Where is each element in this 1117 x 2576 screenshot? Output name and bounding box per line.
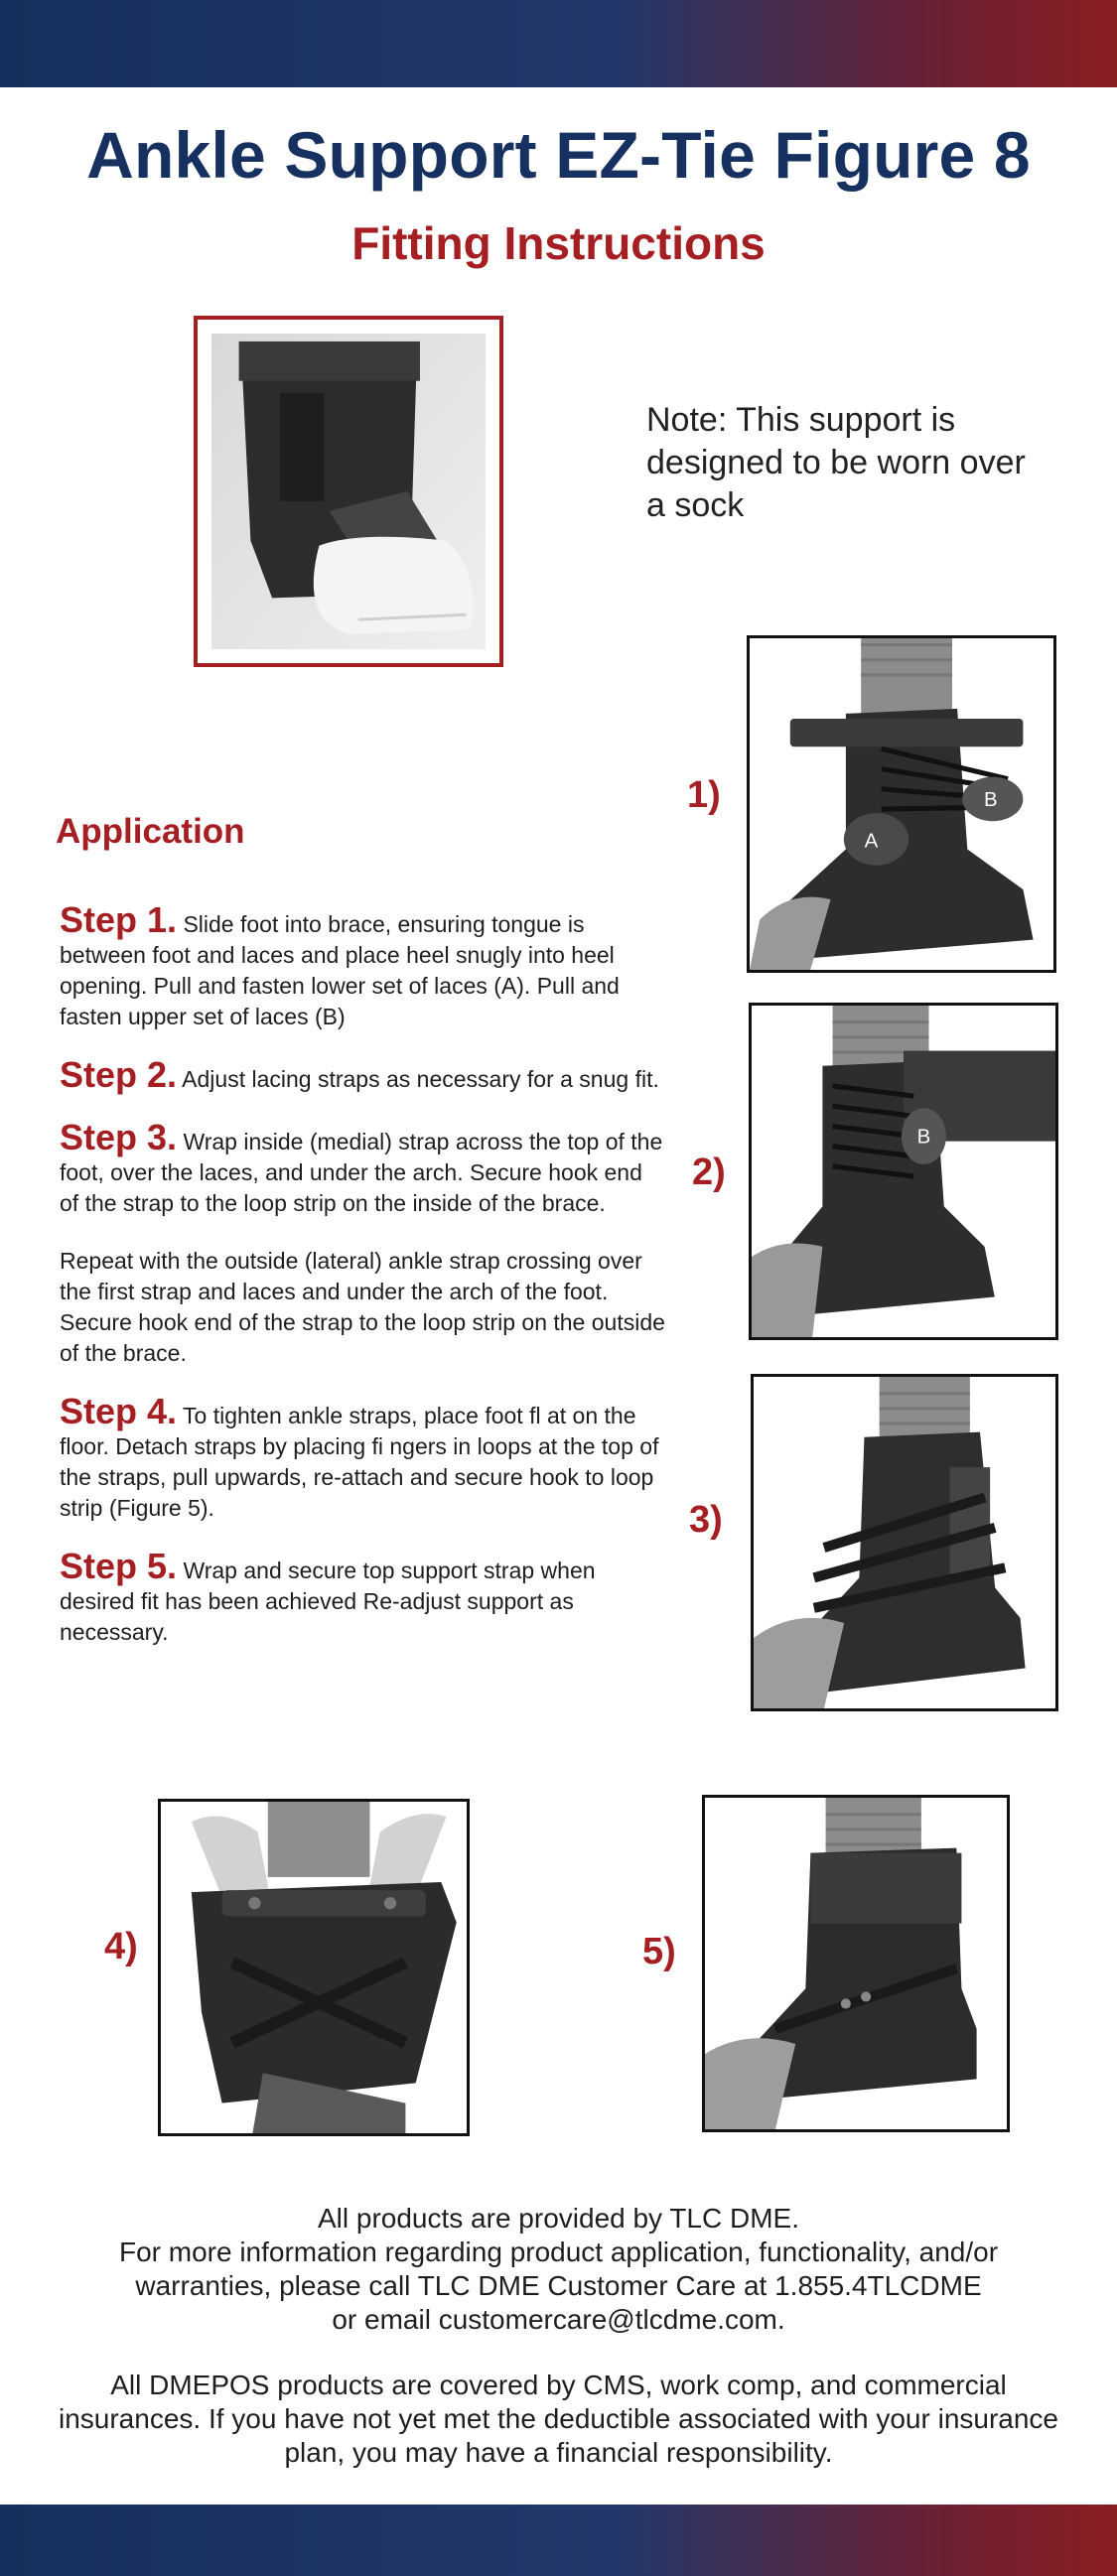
contact-line: warranties, please call TLC DME Customer Care at 1.855.4TLCDME: [135, 2270, 982, 2301]
product-photo: [194, 316, 503, 667]
insurance-line: insurances. If you have not yet met the deductible associated with your insurance: [58, 2403, 1058, 2434]
step-text: To tighten ankle straps, place foot fl at on the floor. Detach straps by placing fi ngers in loops at the top of the straps, pull upwards, re-attach and secure hook to loop strip (Figure 5).: [60, 1403, 659, 1521]
step-list: [60, 881, 667, 1675]
bottom-color-band: [0, 2505, 1117, 2576]
figure-1-label-a: A: [864, 830, 879, 853]
figure-1-number: 1): [687, 774, 721, 816]
step-item: [60, 899, 667, 1032]
figure-3-number: 3): [689, 1499, 723, 1541]
figure-4-photo: [158, 1799, 470, 2136]
insurance-line: All DMEPOS products are covered by CMS, work comp, and commercial: [110, 2370, 1007, 2400]
contact-info: [0, 2202, 1117, 2337]
step-text: Wrap inside (medial) strap across the top of the foot, over the laces, and under the arch. Secure hook end of the strap to the loop strip on the inside of the brace.: [60, 1129, 663, 1216]
step-text: Repeat with the outside (lateral) ankle strap crossing over the first strap and laces and under the arch of the foot. Secure hook end of the strap to the loop strip on the outside of the brace.: [60, 1248, 665, 1366]
page-subtitle: Fitting Instructions: [351, 217, 766, 269]
contact-line: or email customercare@tlcdme.com.: [332, 2304, 785, 2335]
figure-3-photo: [751, 1374, 1058, 1711]
step-label: Step 4.: [60, 1391, 178, 1431]
contact-line: For more information regarding product application, functionality, and/or: [118, 2237, 999, 2267]
insurance-info: [0, 2369, 1117, 2470]
figure-1-label-b: B: [983, 789, 998, 812]
step-label: Step 5.: [60, 1546, 178, 1586]
contact-line: All products are provided by TLC DME.: [317, 2203, 800, 2234]
step-item: [60, 1246, 667, 1369]
sock-note: Note: This support is designed to be worn over a sock: [646, 401, 1026, 524]
figure-4-number: 4): [104, 1926, 138, 1967]
step-label: Step 3.: [60, 1117, 178, 1157]
figure-1-photo: [747, 635, 1056, 973]
step-text: Wrap and secure top support strap when desired fit has been achieved Re-adjust support as necessary.: [60, 1558, 596, 1645]
step-item: [60, 1546, 667, 1648]
figure-5-number: 5): [642, 1931, 676, 1972]
top-color-band: [0, 0, 1117, 87]
step-text: Adjust lacing straps as necessary for a snug fit.: [182, 1066, 659, 1092]
application-heading: Application: [56, 812, 245, 851]
step-text: Slide foot into brace, ensuring tongue is between foot and laces and place heel snugly into heel opening. Pull and fasten lower set of laces (A). Pull and fasten upper set of laces (B): [60, 911, 620, 1029]
page-title: Ankle Support EZ-Tie Figure 8: [86, 118, 1031, 192]
figure-5-photo: [702, 1795, 1010, 2132]
insurance-line: plan, you may have a financial responsibility.: [284, 2437, 833, 2468]
step-item: [60, 1391, 667, 1524]
step-label: Step 2.: [60, 1054, 178, 1095]
step-item: [60, 1117, 667, 1219]
figure-2-photo: [749, 1003, 1058, 1340]
step-item: [60, 1054, 667, 1095]
figure-2-label-b: B: [916, 1126, 931, 1149]
figure-2-number: 2): [692, 1152, 726, 1193]
step-label: Step 1.: [60, 899, 178, 940]
